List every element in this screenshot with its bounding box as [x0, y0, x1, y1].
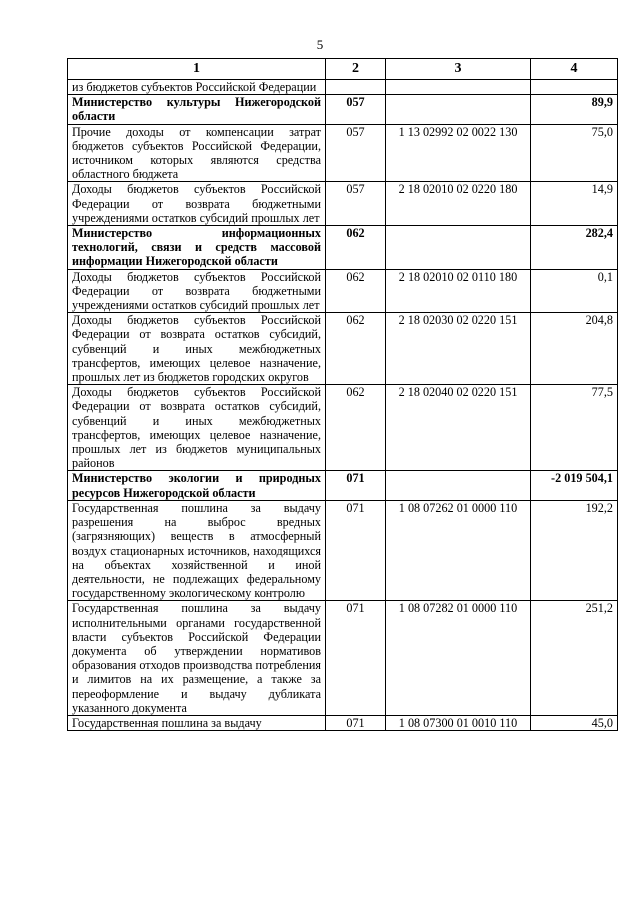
budget-code-cell: 2 18 02030 02 0220 151	[386, 313, 531, 385]
budget-code-cell: 1 08 07282 01 0000 110	[386, 601, 531, 716]
table-row	[68, 80, 618, 95]
name-cell: Доходы бюджетов субъектов Российской Федерации от возврата бюджетными учреждениями остатков субсидий прошлых лет	[68, 182, 326, 226]
admin-code-cell: 062	[326, 269, 386, 313]
ministry-row	[68, 471, 618, 500]
amount-cell: 77,5	[531, 385, 618, 471]
name-cell: Прочие доходы от компенсации затрат бюджетов субъектов Российской Федерации, источником которых являются средства областного бюджета	[68, 124, 326, 182]
revenue-table	[67, 58, 618, 731]
admin-code-cell: 062	[326, 313, 386, 385]
name-cell: Министерство информационных технологий, связи и средств массовой информации Нижегородской области	[68, 226, 326, 270]
name-cell: Доходы бюджетов субъектов Российской Федерации от возврата остатков субсидий, субвенций и иных межбюджетных трансфертов, имеющих целевое назначение, прошлых лет из бюджетов муниципальных районов	[68, 385, 326, 471]
amount-cell: 204,8	[531, 313, 618, 385]
table-row	[68, 269, 618, 313]
budget-code-cell: 2 18 02010 02 0110 180	[386, 269, 531, 313]
table-header-row	[68, 59, 618, 80]
amount-cell: 75,0	[531, 124, 618, 182]
column-header-3: 3	[386, 59, 531, 80]
amount-cell: 192,2	[531, 500, 618, 600]
amount-cell: 45,0	[531, 715, 618, 730]
name-cell: Государственная пошлина за выдачу разрешения на выброс вредных (загрязняющих) веществ в атмосферный воздух стационарных источников, находящихся на объектах хозяйственной и иной деятельности, не подлежащих федеральному государственному экологическому контролю	[68, 500, 326, 600]
table-row	[68, 715, 618, 730]
budget-code-cell	[386, 80, 531, 95]
admin-code-cell	[326, 80, 386, 95]
name-cell: Доходы бюджетов субъектов Российской Федерации от возврата бюджетными учреждениями остатков субсидий прошлых лет	[68, 269, 326, 313]
amount-cell: 251,2	[531, 601, 618, 716]
table-row	[68, 500, 618, 600]
budget-code-cell	[386, 95, 531, 124]
admin-code-cell: 057	[326, 95, 386, 124]
ministry-row	[68, 95, 618, 124]
admin-code-cell: 071	[326, 500, 386, 600]
page-number: 5	[316, 37, 324, 52]
table-row	[68, 182, 618, 226]
admin-code-cell: 071	[326, 715, 386, 730]
admin-code-cell: 057	[326, 124, 386, 182]
amount-cell: -2 019 504,1	[531, 471, 618, 500]
amount-cell	[531, 80, 618, 95]
budget-code-cell: 2 18 02040 02 0220 151	[386, 385, 531, 471]
budget-code-cell: 1 13 02992 02 0022 130	[386, 124, 531, 182]
amount-cell: 282,4	[531, 226, 618, 270]
amount-cell: 89,9	[531, 95, 618, 124]
column-header-4: 4	[531, 59, 618, 80]
amount-cell: 14,9	[531, 182, 618, 226]
table-row	[68, 313, 618, 385]
column-header-1: 1	[68, 59, 326, 80]
name-cell: Министерство культуры Нижегородской области	[68, 95, 326, 124]
admin-code-cell: 071	[326, 601, 386, 716]
column-header-2: 2	[326, 59, 386, 80]
table-row	[68, 124, 618, 182]
table-row	[68, 601, 618, 716]
budget-code-cell: 1 08 07262 01 0000 110	[386, 500, 531, 600]
name-cell: Государственная пошлина за выдачу	[68, 715, 326, 730]
table-body	[68, 80, 618, 731]
admin-code-cell: 062	[326, 226, 386, 270]
table-row	[68, 385, 618, 471]
ministry-row	[68, 226, 618, 270]
budget-code-cell: 2 18 02010 02 0220 180	[386, 182, 531, 226]
admin-code-cell: 057	[326, 182, 386, 226]
name-cell: Министерство экологии и природных ресурсов Нижегородской области	[68, 471, 326, 500]
name-cell: Государственная пошлина за выдачу исполнительными органами государственной власти субъектов Российской Федерации документа об утверждении нормативов образования отходов производства потребления и лимитов на их размещение, а также за переоформление и выдачу дубликата указанного документа	[68, 601, 326, 716]
admin-code-cell: 071	[326, 471, 386, 500]
budget-code-cell: 1 08 07300 01 0010 110	[386, 715, 531, 730]
budget-code-cell	[386, 471, 531, 500]
amount-cell: 0,1	[531, 269, 618, 313]
name-cell: из бюджетов субъектов Российской Федерации	[68, 80, 326, 95]
name-cell: Доходы бюджетов субъектов Российской Федерации от возврата остатков субсидий, субвенций и иных межбюджетных трансфертов, имеющих целевое назначение, прошлых лет из бюджетов городских округов	[68, 313, 326, 385]
admin-code-cell: 062	[326, 385, 386, 471]
budget-code-cell	[386, 226, 531, 270]
